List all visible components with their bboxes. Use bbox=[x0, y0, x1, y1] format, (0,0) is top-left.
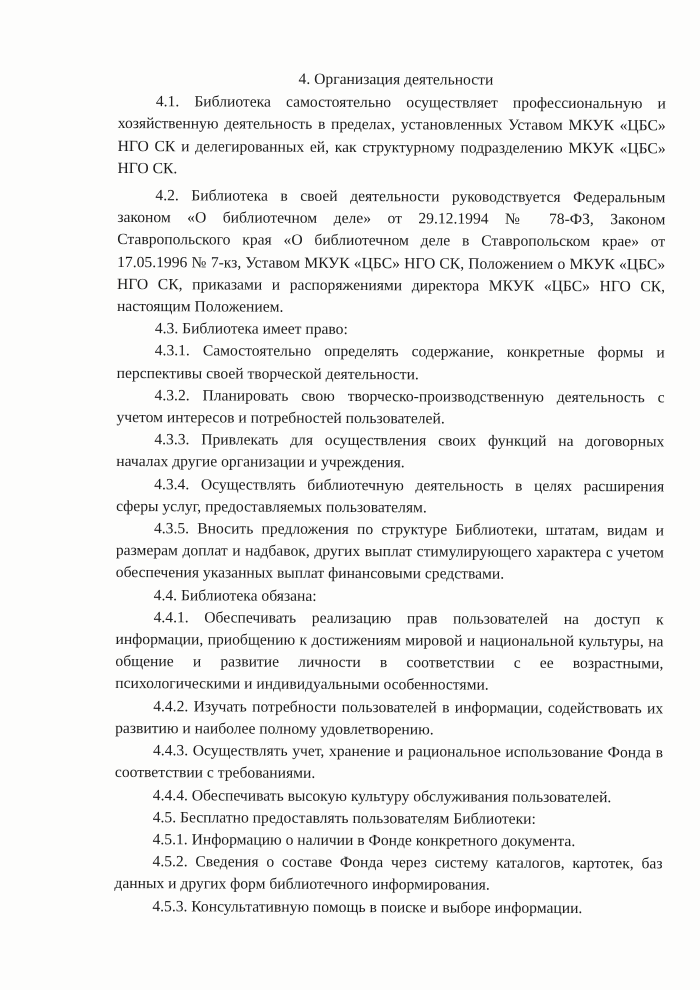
paragraph-4-3: 4.3. Библиотека имеет право: bbox=[154, 320, 348, 339]
paragraph-4-3-1: 4.3.1. Самостоятельно определять содержание, конкретные формы и перспективы своей творческой деятельности. bbox=[116, 342, 665, 383]
paragraph-4-3-3: 4.3.3. Привлекать для осуществления своих функций на договорных началах другие организации и учреждения. bbox=[116, 431, 665, 472]
paragraph-4-4-4: 4.4.4. Обеспечивать высокую культуру обслуживания пользователей. bbox=[152, 786, 612, 806]
paragraph-4-5-2: 4.5.2. Сведения о составе Фонда через систему каталогов, картотек, баз данных и других форм библиотечного информирования. bbox=[114, 853, 663, 894]
paragraph-4-3-4: 4.3.4. Осуществлять библиотечную деятельность в целях расширения сферы услуг, предоставляемых пользователям. bbox=[116, 475, 665, 517]
paragraph-4-4-1: 4.4.1. Обеспечивать реализацию прав пользователей на доступ к информации, приобщению к достижениям мировой и национальной культуры, на общение и развитие личности в соответствии с ее возрастными, психологическими и индивидуальными особенностями. bbox=[115, 609, 664, 695]
paragraph-4-2: 4.2. Библиотека в своей деятельности руководствуется Федеральным законом «О библиотечном деле» от 29.12.1994 № 78-ФЗ, Законом Ставропольского края «О библиотечном деле в Ставропольском крае» от 17.05.1996 № 7-кз, Уставом МКУК «ЦБС» НГО СК, Положением о МКУК «ЦБС» НГО СК, приказами и распоряжениями директора МКУК «ЦБС» НГО СК, настоящим Положением. bbox=[116, 187, 666, 316]
paragraph-4-3-2: 4.3.2. Планировать свою творческо-производственную деятельность с учетом интересов и потребностей пользователей. bbox=[116, 387, 665, 428]
paragraph-4-4-2: 4.4.2. Изучать потребности пользователей в информации, содействовать их развитию и наиболее полному удовлетворению. bbox=[115, 697, 664, 739]
paragraph-4-5-1: 4.5.1. Информацию о наличии в Фонде конкретного документа. bbox=[152, 831, 576, 850]
paragraph-4-5-3: 4.5.3. Консультативную помощь в поиске и выборе информации. bbox=[152, 897, 583, 917]
paragraph-4-3-5: 4.3.5. Вносить предложения по структуре Библиотеки, штатам, видам и размерам доплат и надбавок, других выплат стимулирующего характера с учетом обеспечения указанных выплат финансовыми средствами. bbox=[115, 520, 665, 584]
paragraph-4-1: 4.1. Библиотека самостоятельно осуществляет профессиональную и хозяйственную деятельность в пределах, установленных Уставом МКУК «ЦБС» НГО СК и делегированных ей, как структурному подразделению МКУК «ЦБС» НГО СК. bbox=[117, 93, 666, 178]
section-heading: 4. Организация деятельности bbox=[298, 70, 494, 89]
paragraph-4-4: 4.4. Библиотека обязана: bbox=[153, 586, 317, 605]
paragraph-4-4-3: 4.4.3. Осуществлять учет, хранение и рациональное использование Фонда в соответствии с требованиями. bbox=[114, 742, 664, 783]
document-body bbox=[114, 68, 666, 920]
paragraph-4-5: 4.5. Бесплатно предоставлять пользователям Библиотеки: bbox=[152, 808, 536, 828]
